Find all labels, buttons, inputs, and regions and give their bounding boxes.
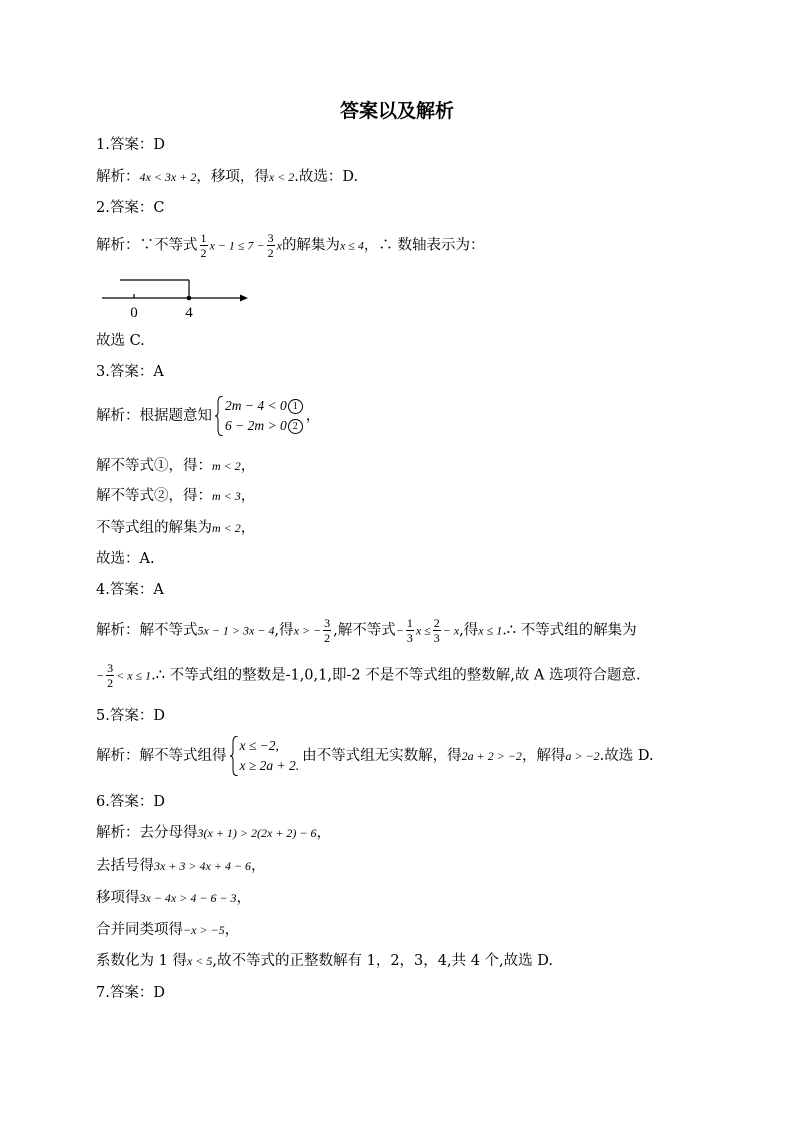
q6-answer: 6.答案：D (96, 794, 165, 810)
q7-answer: 7.答案：D (96, 985, 165, 1001)
q5-explanation: 解析：解不等式组得 x ≤ −2, x ≥ 2a + 2. 由不等式组无实数解，得2a + 2 > −2，解得a > −2.故选 D. (96, 736, 654, 776)
q3-conclusion: 故选：A. (96, 551, 155, 567)
q5-answer: 5.答案：D (96, 708, 165, 724)
q3-answer: 3.答案：A (96, 364, 164, 380)
axis-label-4: 4 (185, 305, 193, 321)
q5-system: x ≤ −2, x ≥ 2a + 2. (230, 736, 300, 776)
q1-answer: 1.答案：D (96, 137, 165, 153)
q6-line1: 解析：去分母得3(x + 1) > 2(2x + 2) − 6， (96, 825, 332, 841)
q2-conclusion: 故选 C. (96, 333, 145, 349)
q6-line2: 去括号得3x + 3 > 4x + 4 − 6， (96, 858, 266, 874)
page-title: 答案以及解析 (339, 100, 454, 122)
q3-line1: 解不等式①，得：m < 2， (96, 458, 256, 474)
q6-line4: 合并同类项得−x > −5， (96, 922, 240, 938)
q3-system: 2m − 4 < 0 1 6 − 2m > 0 2 (215, 396, 303, 436)
q3-line3: 不等式组的解集为m < 2， (96, 520, 256, 536)
q6-line3: 移项得3x − 4x > 4 − 6 − 3， (96, 890, 252, 906)
brace-icon (230, 736, 239, 776)
q1-explanation: 解析：4x < 3x + 2，移项，得x < 2.故选：D. (96, 169, 359, 185)
q4-explanation-line1: 解析：解不等式5x − 1 > 3x − 4,得x > − $\frac{3}{2}$ ,解不等式− $\frac{1}{3}$ x ≤ $\frac{2}{3}$ − x,得x ≤ 1.∴ 不等式组的解集为 (96, 616, 637, 645)
q6-line5: 系数化为 1 得x < 5,故不等式的正整数解有 1，2，3，4,共 4 个,故选 D. (96, 953, 553, 969)
q3-explanation: 解析：根据题意知 2m − 4 < 0 1 6 − 2m > 0 2 ， (96, 396, 320, 436)
q4-explanation-line2: − $\frac{3}{2}$ < x ≤ 1.∴ 不等式组的整数是-1,0,1,即-2 不是不等式组的整数解,故 A 选项符合题意. (96, 661, 641, 690)
axis-arrow-icon (240, 295, 248, 302)
number-line (96, 270, 256, 322)
q2-explanation: 解析：∵不等式 $\frac{1}{2}$ x − 1 ≤ 7 − $\frac{3}{2}$ x的解集为x ≤ 4，∴ 数轴表示为： (96, 231, 485, 260)
q2-answer: 2.答案：C (96, 200, 165, 216)
solution-endpoint-dot (187, 296, 192, 301)
q3-line2: 解不等式②，得：m < 3， (96, 488, 256, 504)
axis-label-0: 0 (130, 305, 138, 321)
q4-answer: 4.答案：A (96, 582, 164, 598)
brace-icon (215, 396, 224, 436)
